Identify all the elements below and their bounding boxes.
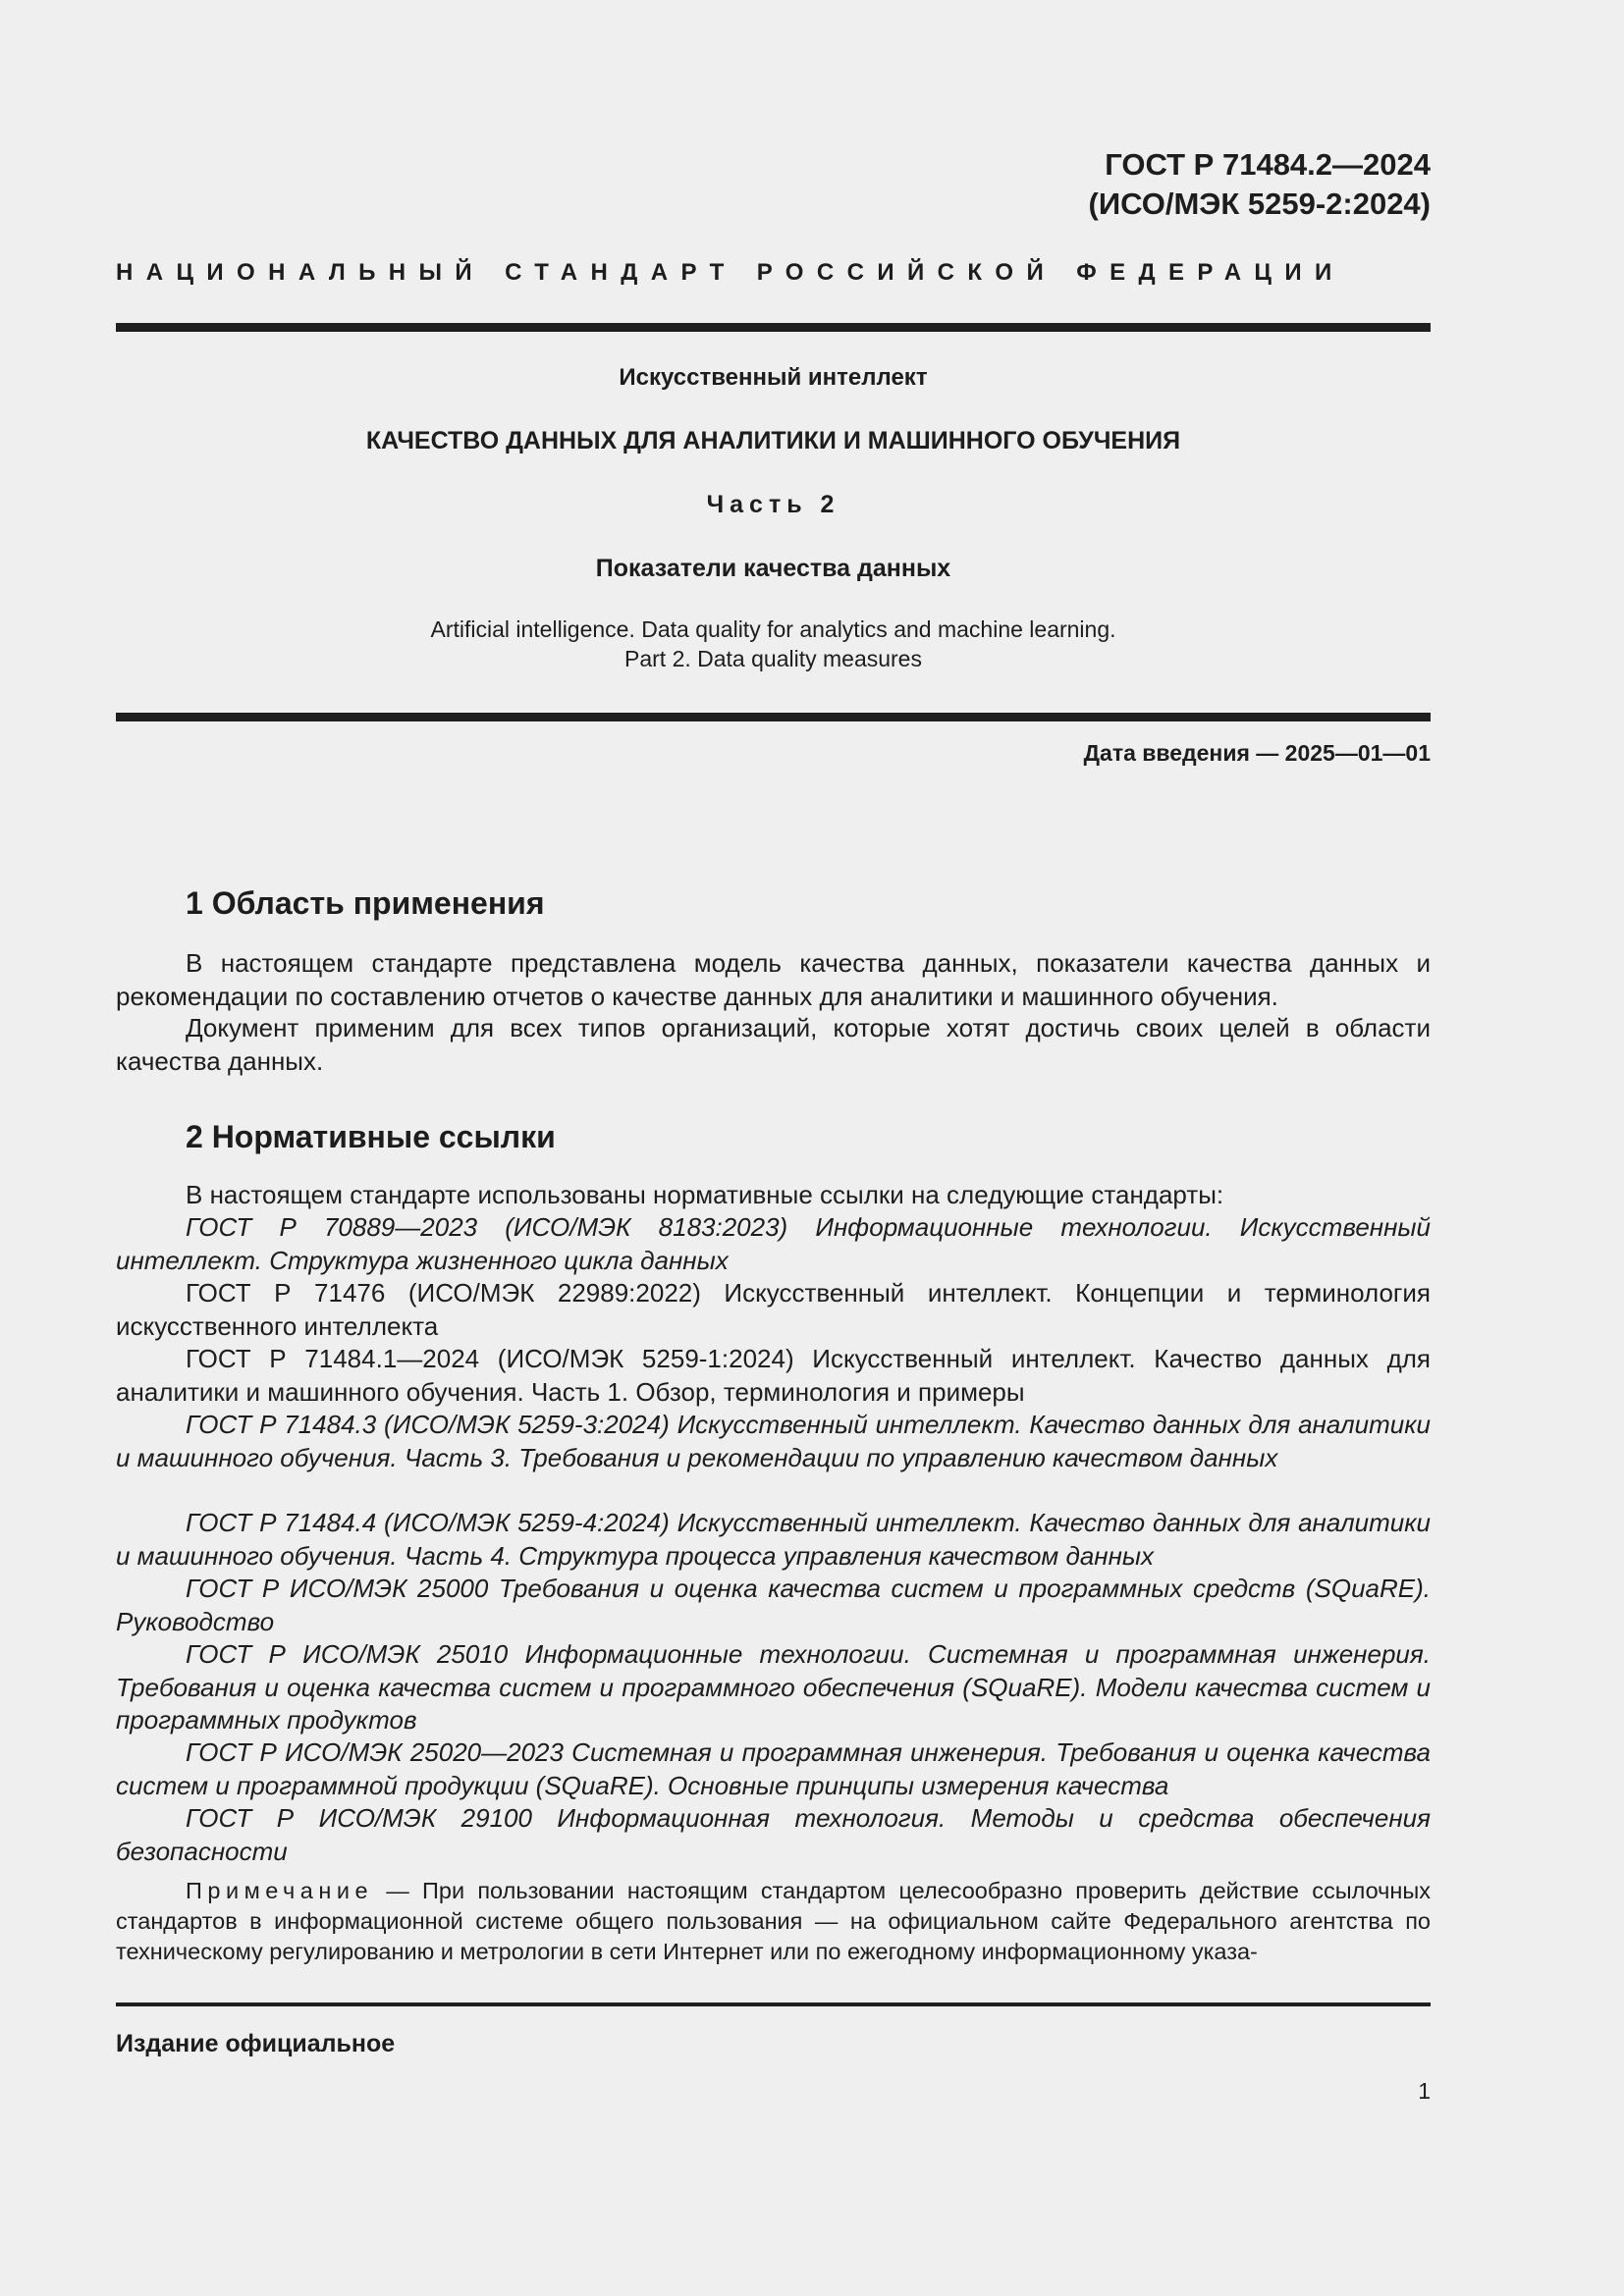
- references-intro: В настоящем стандарте использованы нормативные ссылки на следующие стандарты:: [186, 1180, 1224, 1209]
- reference-item: ГОСТ Р 71484.3 (ИСО/МЭК 5259-3:2024) Искусственный интеллект. Качество данных для аналитики и машинного обучения. Часть 3. Требования и рекомендации по управлению качеством данных: [116, 1410, 1431, 1472]
- title-divider: [116, 713, 1431, 721]
- top-divider: [116, 323, 1431, 332]
- part-number: Часть 2: [706, 491, 840, 518]
- reference-item: ГОСТ Р ИСО/МЭК 25000 Требования и оценка качества систем и программных средств (SQuaRE). Руководство: [116, 1574, 1431, 1636]
- reference-item: ГОСТ Р ИСО/МЭК 29100 Информационная технология. Методы и средства обеспечения безопасности: [116, 1803, 1431, 1866]
- iso-number: (ИСО/МЭК 5259-2:2024): [1088, 187, 1431, 221]
- page-number: 1: [1418, 2078, 1431, 2104]
- reference-item: ГОСТ Р ИСО/МЭК 25010 Информационные технологии. Системная и программная инженерия. Требования и оценка качества систем и программного обеспечения (SQuaRE). Модели качества систем и программных продуктов: [116, 1639, 1431, 1735]
- reference-item: ГОСТ Р 71476 (ИСО/МЭК 22989:2022) Искусственный интеллект. Концепции и терминология искусственного интеллекта: [116, 1278, 1431, 1341]
- topic-title: Искусственный интеллект: [619, 364, 928, 391]
- reference-item: ГОСТ Р 71484.4 (ИСО/МЭК 5259-4:2024) Искусственный интеллект. Качество данных для аналитики и машинного обучения. Часть 4. Структура процесса управления качеством данных: [116, 1508, 1431, 1571]
- reference-item: ГОСТ Р ИСО/МЭК 25020—2023 Системная и программная инженерия. Требования и оценка качества систем и программной продукции (SQuaRE). Основные принципы измерения качества: [116, 1737, 1431, 1800]
- introduction-date: Дата введения — 2025—01—01: [1083, 740, 1431, 766]
- gost-number: ГОСТ Р 71484.2—2024: [1105, 147, 1431, 182]
- standard-designation: [1089, 145, 1432, 224]
- english-title-line1: Artificial intelligence. Data quality for analytics and machine learning.: [430, 616, 1116, 642]
- note-text: — При пользовании настоящим стандартом целесообразно проверить действие ссылочных стандартов в информационной системе общего пользования — на официальном сайте Федерального агентства по техническому регулированию и метрологии в сети Интернет или по ежегодному информационному указа-: [116, 1878, 1431, 1964]
- note-label: Примечание: [186, 1878, 374, 1903]
- part-title: Показатели качества данных: [595, 555, 951, 582]
- main-title: КАЧЕСТВО ДАННЫХ ДЛЯ АНАЛИТИКИ И МАШИННОГО ОБУЧЕНИЯ: [365, 427, 1181, 454]
- references-note: [116, 1876, 1431, 1967]
- section-1-heading: 1 Область применения: [186, 885, 545, 921]
- footer-divider: [116, 2002, 1431, 2006]
- official-edition-label: Издание официальное: [116, 2030, 396, 2057]
- reference-item: ГОСТ Р 70889—2023 (ИСО/МЭК 8183:2023) Информационные технологии. Искусственный интеллект. Структура жизненного цикла данных: [116, 1212, 1431, 1275]
- english-title-line2: Part 2. Data quality measures: [624, 646, 922, 671]
- national-standard-banner: НАЦИОНАЛЬНЫЙ СТАНДАРТ РОССИЙСКОЙ ФЕДЕРАЦИИ: [116, 259, 1345, 286]
- section-2-heading: 2 Нормативные ссылки: [186, 1119, 556, 1154]
- section-1-paragraph: В настоящем стандарте представлена модель качества данных, показатели качества данных и рекомендации по составлению отчетов о качестве данных для аналитики и машинного обучения.: [116, 948, 1431, 1011]
- section-1-paragraph: Документ применим для всех типов организаций, которые хотят достичь своих целей в области качества данных.: [116, 1013, 1431, 1076]
- reference-item: ГОСТ Р 71484.1—2024 (ИСО/МЭК 5259-1:2024) Искусственный интеллект. Качество данных для аналитики и машинного обучения. Часть 1. Обзор, терминология и примеры: [116, 1344, 1431, 1407]
